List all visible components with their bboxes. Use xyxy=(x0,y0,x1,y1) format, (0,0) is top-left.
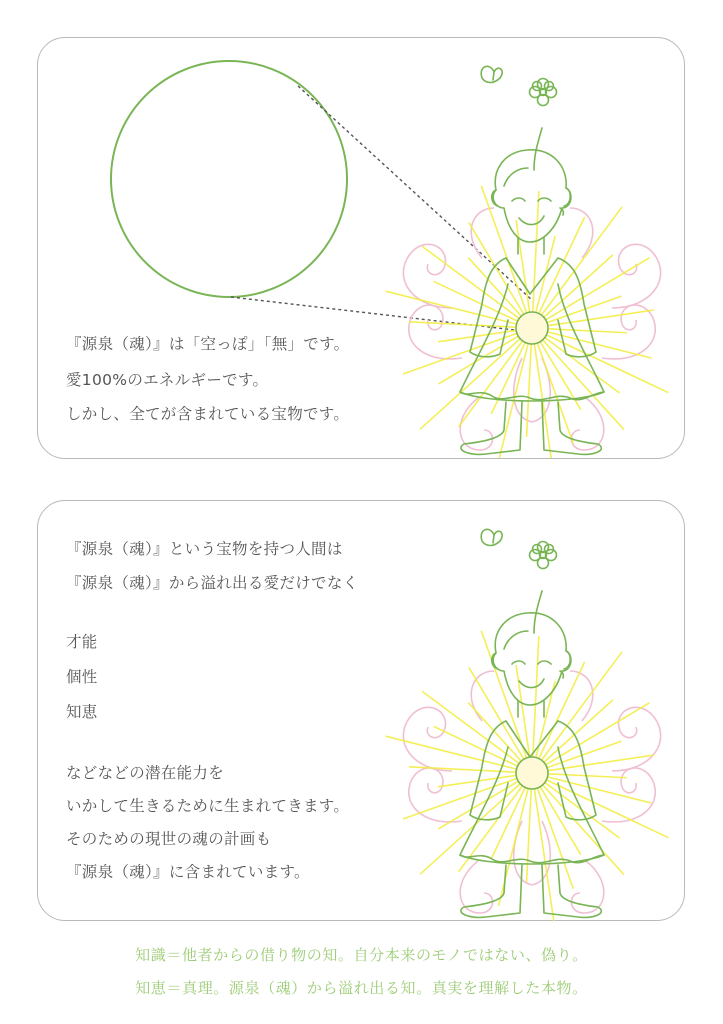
light-ray xyxy=(434,281,518,321)
light-ray xyxy=(386,291,517,324)
light-ray xyxy=(548,774,627,778)
light-ray xyxy=(533,636,539,757)
character-figure xyxy=(460,529,604,917)
pink-swirl xyxy=(612,707,661,771)
light-ray xyxy=(547,741,621,768)
pink-swirl xyxy=(409,305,462,359)
light-ray xyxy=(409,322,516,327)
card2-outro-1: などなどの潜在能力を xyxy=(66,764,225,782)
card2-intro-1: 『源泉（魂）』という宝物を持つ人間は xyxy=(66,540,343,558)
pink-swirl xyxy=(403,707,452,771)
pink-swirl xyxy=(602,768,655,822)
card1-line-2: 愛100%のエネルギーです。 xyxy=(66,371,269,389)
card2-list-wisdom: 知恵 xyxy=(66,703,98,721)
card2-list-personality: 個性 xyxy=(66,668,98,686)
source-orb-icon xyxy=(516,757,548,789)
footer-knowledge: 知識＝他者からの借り物の知。自分本来のモノではない、偽り。 xyxy=(135,946,588,964)
light-ray xyxy=(547,296,621,323)
character-illustration xyxy=(382,58,682,458)
card2-outro-3: そのための現世の魂の計画も xyxy=(66,830,272,848)
pink-swirls xyxy=(403,671,660,913)
card1-line-3: しかし、全てが含まれている宝物です。 xyxy=(66,405,350,423)
light-ray xyxy=(527,344,532,437)
source-orb-icon xyxy=(516,312,548,344)
card-potential xyxy=(37,500,685,921)
character-illustration-2 xyxy=(382,521,682,921)
light-ray xyxy=(533,191,539,312)
light-ray xyxy=(545,338,620,393)
light-ray xyxy=(548,310,654,326)
light-ray xyxy=(403,778,517,819)
footer-wisdom: 知恵＝真理。源泉（魂）から溢れ出る知。真実を理解した本物。 xyxy=(135,979,588,997)
flower-icon xyxy=(530,79,557,106)
light-ray xyxy=(527,789,532,882)
card2-list-talent: 才能 xyxy=(66,633,98,651)
card1-line-1: 『源泉（魂）』は「空っぽ」「無」です。 xyxy=(66,335,350,353)
butterfly-icon xyxy=(481,66,502,82)
card2-outro-2: いかして生きるために生まれてきます。 xyxy=(66,797,350,815)
flower-icon xyxy=(530,542,557,569)
pink-swirl xyxy=(403,244,452,308)
butterfly-icon xyxy=(481,529,502,545)
card2-outro-4: 『源泉（魂）』に含まれています。 xyxy=(66,863,310,881)
light-ray xyxy=(516,220,530,312)
light-ray xyxy=(386,736,517,769)
card-source-empty xyxy=(37,37,685,459)
light-ray xyxy=(543,340,624,430)
card2-intro-2: 『源泉（魂）』から溢れ出る愛だけでなく xyxy=(66,574,359,592)
magnified-orb-circle xyxy=(111,61,347,297)
